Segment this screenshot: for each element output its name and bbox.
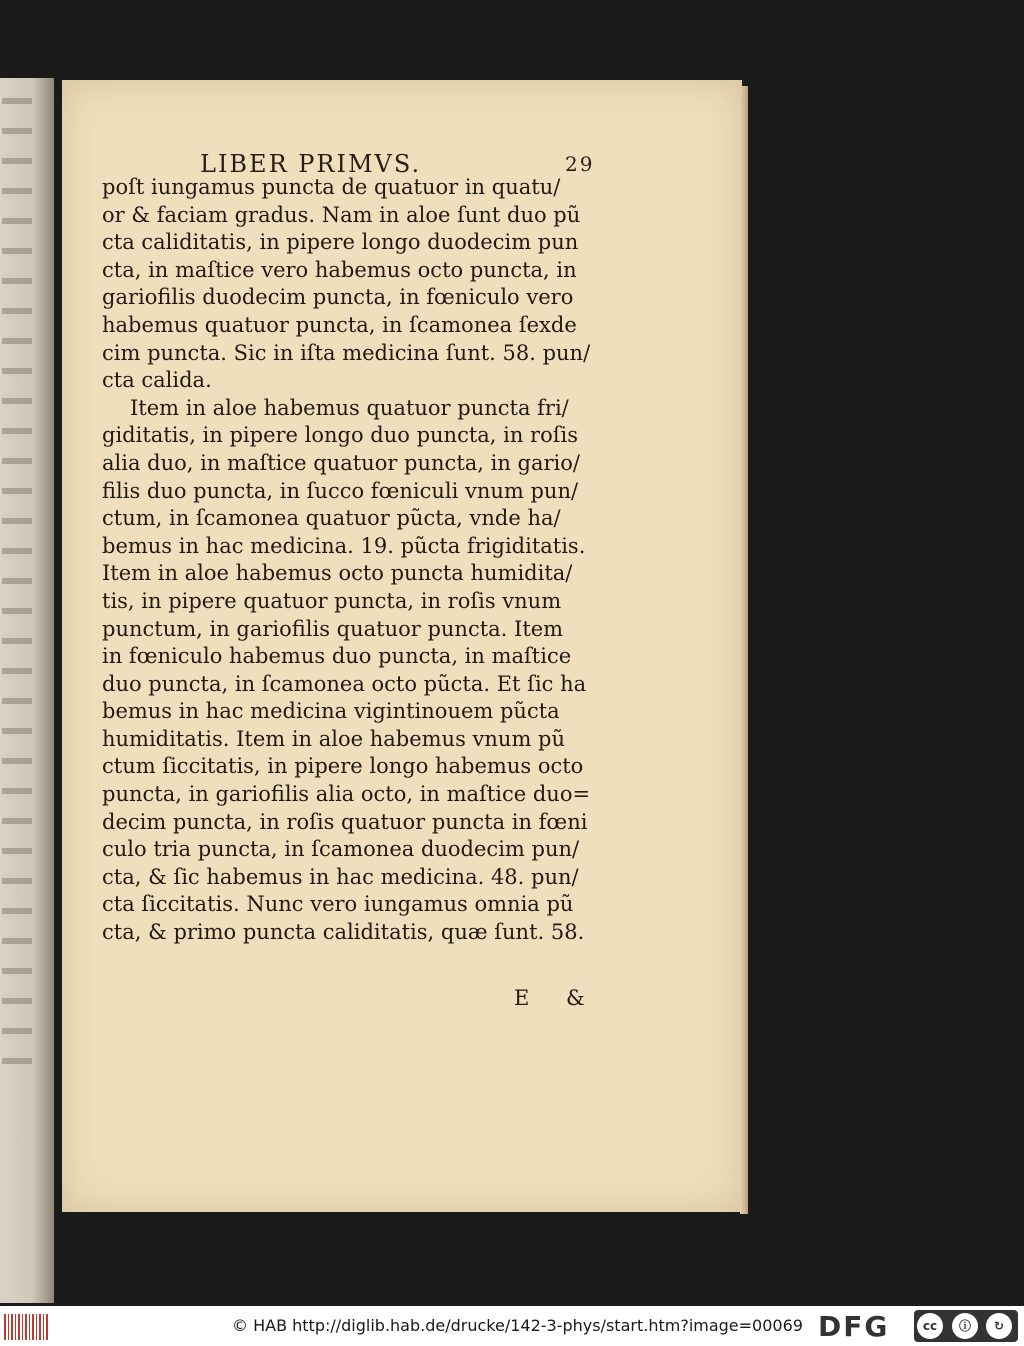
text-line: cta caliditatis, in pipere longo duodecim pun xyxy=(102,230,579,255)
text-line: puncta, in gariofilis alia octo, in maſtice duo= xyxy=(102,782,591,807)
text-line: decim puncta, in roſis quatuor puncta in fœni xyxy=(102,809,588,834)
signature-mark: E xyxy=(514,986,530,1010)
text-line: Item in aloe habemus octo puncta humidita/ xyxy=(102,561,573,586)
text-line: cta, in maſtice vero habemus octo puncta, in xyxy=(102,257,577,282)
dfg-logo: DFG xyxy=(818,1310,890,1343)
cc-by-sa-icon xyxy=(914,1310,1018,1342)
text-line: Item in aloe habemus quatuor puncta fri/ xyxy=(130,395,569,420)
text-line: cta, & primo puncta caliditatis, quæ ſunt. 58. xyxy=(102,920,585,945)
text-line: culo tria puncta, in ſcamonea duodecim pun/ xyxy=(102,837,580,862)
text-line: habemus quatuor puncta, in ſcamonea ſexde xyxy=(102,312,577,337)
page-fore-edge xyxy=(740,86,748,1214)
text-line: giditatis, in pipere longo duo puncta, in roſis xyxy=(102,423,579,448)
text-line: or & faciam gradus. Nam in aloe ſunt duo pũ xyxy=(102,202,581,227)
text-line: cta, & ſic habemus in hac medicina. 48. pun/ xyxy=(102,864,579,889)
cc-circle-icon: cc xyxy=(917,1313,943,1339)
citation-link[interactable]: © HAB http://diglib.hab.de/drucke/142-3-phys/start.htm?image=00069 xyxy=(232,1316,803,1335)
text-line: cim puncta. Sic in iſta medicina ſunt. 58. pun/ xyxy=(102,340,591,365)
text-line: cta calida. xyxy=(102,368,212,393)
text-line: bemus in hac medicina. 19. pũcta frigiditatis. xyxy=(102,533,586,558)
text-line: filis duo puncta, in ſucco fœniculi vnum pun/ xyxy=(102,478,579,503)
footer-bar xyxy=(0,1306,1024,1346)
catchword: & xyxy=(566,986,585,1010)
text-line: ctum, in ſcamonea quatuor pũcta, vnde ha/ xyxy=(102,506,561,531)
text-line: humiditatis. Item in aloe habemus vnum pũ xyxy=(102,726,566,751)
bleed-through-marks xyxy=(2,98,32,1078)
by-person-icon: ⓘ xyxy=(952,1313,978,1339)
text-line: punctum, in gariofilis quatuor puncta. Item xyxy=(102,616,564,641)
text-line: alia duo, in maſtice quatuor puncta, in gario/ xyxy=(102,450,580,475)
text-line: duo puncta, in ſcamonea octo pũcta. Et ſic ha xyxy=(102,671,587,696)
text-line: gariofilis duodecim puncta, in fœniculo vero xyxy=(102,285,574,310)
text-line: tis, in pipere quatuor puncta, in roſis vnum xyxy=(102,588,562,613)
previous-page-edge xyxy=(0,78,54,1303)
text-line: cta ſiccitatis. Nunc vero iungamus omnia pũ xyxy=(102,892,574,917)
running-title: LIBER PRIMVS. xyxy=(200,150,422,178)
body-text xyxy=(102,174,602,947)
sa-share-icon: ↻ xyxy=(986,1313,1012,1339)
text-line: bemus in hac medicina vigintinouem pũcta xyxy=(102,699,560,724)
hab-barcode-icon xyxy=(4,1314,48,1340)
page-number: 29 xyxy=(565,152,595,176)
text-line: poſt iungamus puncta de quatuor in quatu/ xyxy=(102,175,561,199)
text-line: ctum ſiccitatis, in pipere longo habemus octo xyxy=(102,754,584,779)
text-line: in fœniculo habemus duo puncta, in maſtice xyxy=(102,644,572,669)
